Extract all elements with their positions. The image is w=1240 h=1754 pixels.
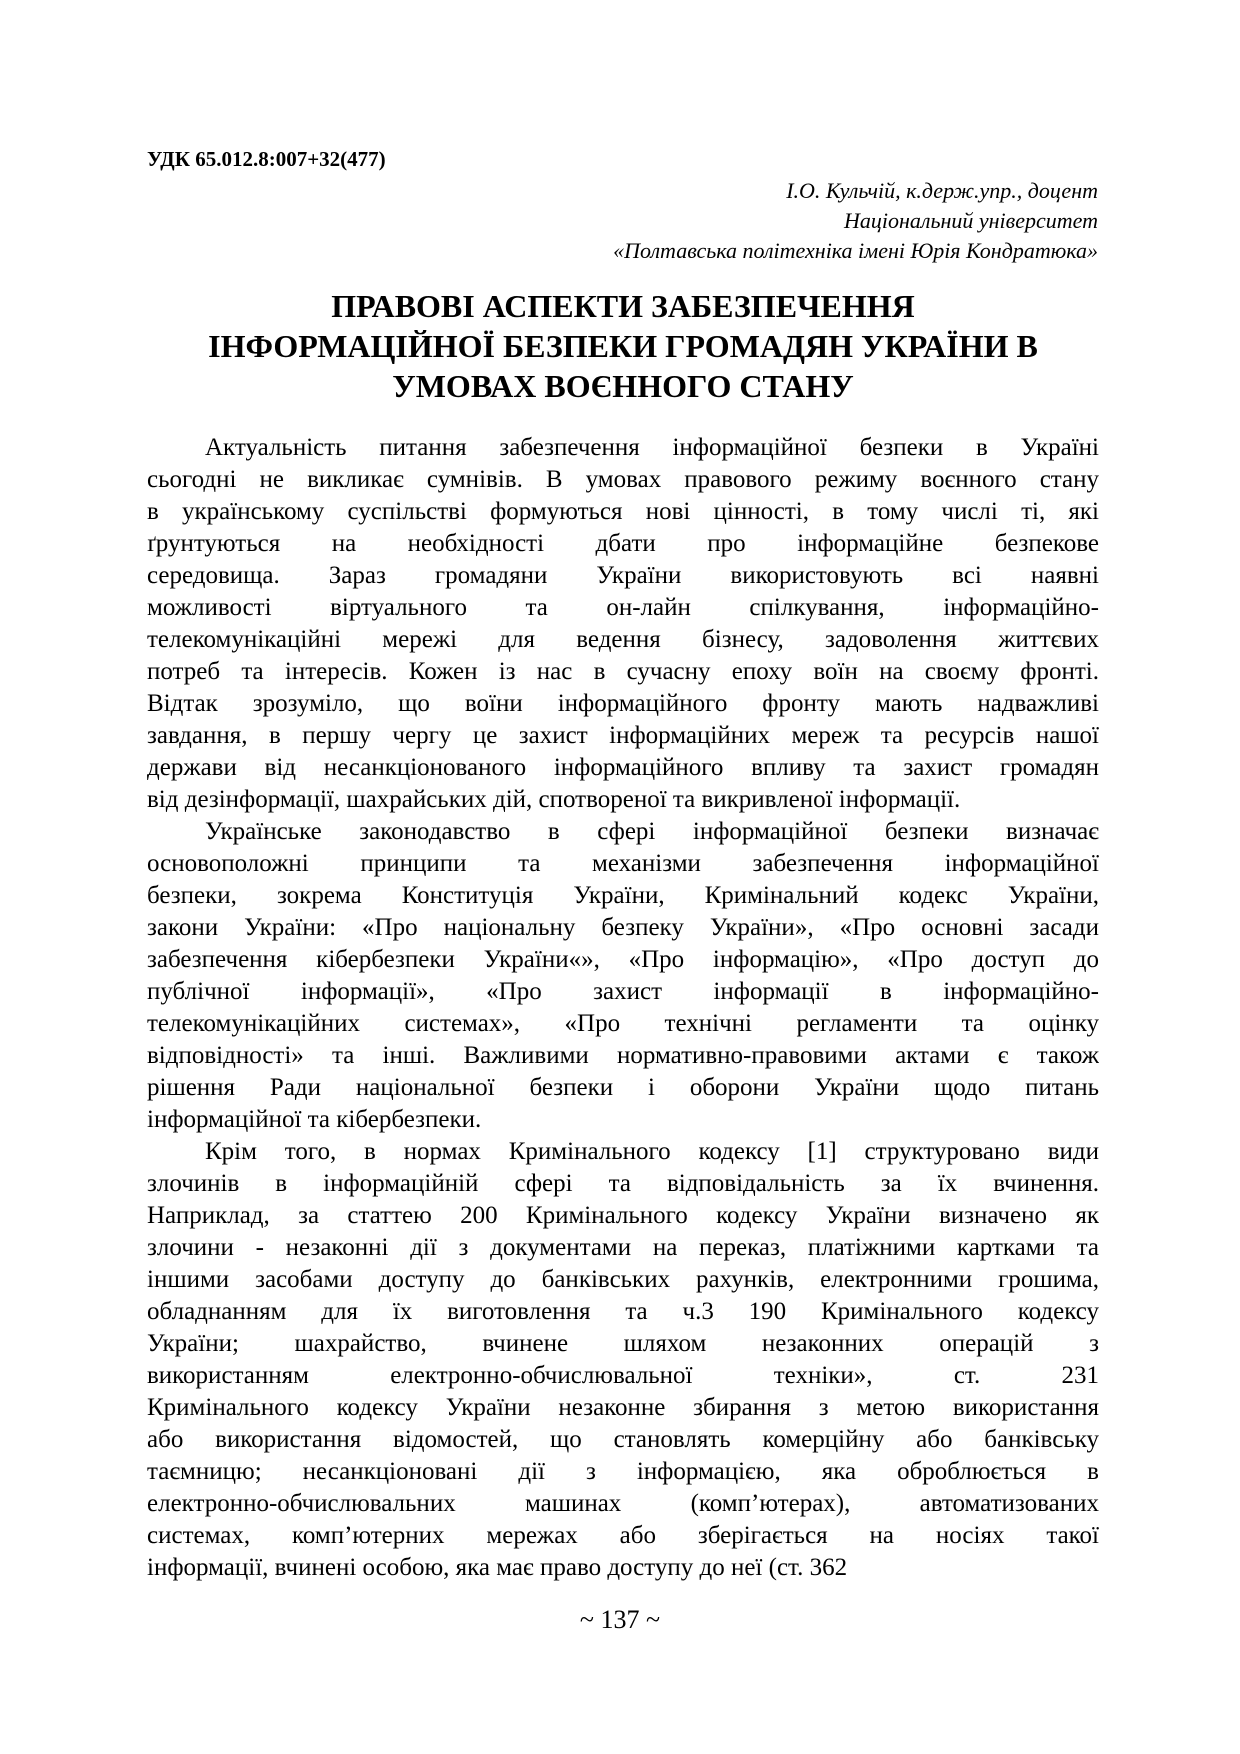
text-line: Українське законодавство в сфері інформаційної безпеки визначає xyxy=(205,818,1099,845)
text-line: закони України: «Про національну безпеку України», «Про основні засади xyxy=(147,914,1099,941)
text-line: ґрунтуються на необхідності дбати про інформаційне безпекове xyxy=(147,530,1099,557)
text-line: держави від несанкціонованого інформаційного впливу та захист громадян xyxy=(147,754,1099,781)
paragraph xyxy=(147,816,1099,1136)
text-line: України; шахрайство, вчинене шляхом незаконних операцій з xyxy=(147,1330,1099,1357)
text-line: безпеки, зокрема Конституція України, Кримінальний кодекс України, xyxy=(147,882,1099,909)
text-line: середовища. Зараз громадяни України використовують всі наявні xyxy=(147,562,1099,589)
text-line: таємницю; несанкціоновані дії з інформацією, яка оброблюється в xyxy=(147,1458,1099,1485)
text-line: рішення Ради національної безпеки і оборони України щодо питань xyxy=(147,1074,1099,1101)
text-line: злочини - незаконні дії з документами на переказ, платіжними картками та xyxy=(147,1234,1099,1261)
text-line: Наприклад, за статтею 200 Кримінального кодексу України визначено як xyxy=(147,1202,1099,1229)
text-line: або використання відомостей, що становлять комерційну або банківську xyxy=(147,1426,1099,1453)
text-line: основоположні принципи та механізми забезпечення інформаційної xyxy=(147,850,1099,877)
author-name: І.О. Кульчій, к.держ.упр., доцент xyxy=(786,178,1098,203)
text-line: потреб та інтересів. Кожен із нас в сучасну епоху воїн на своєму фронті. xyxy=(147,658,1099,685)
text-line: публічної інформації», «Про захист інформації в інформаційно- xyxy=(147,978,1099,1005)
text-line: злочинів в інформаційній сфері та відповідальність за їх вчинення. xyxy=(147,1170,1099,1197)
text-line: в українському суспільстві формуються нові цінності, в тому числі ті, які xyxy=(147,498,1099,525)
text-line: телекомунікаційні мережі для ведення бізнесу, задоволення життєвих xyxy=(147,626,1099,653)
text-line: обладнанням для їх виготовлення та ч.3 190 Кримінального кодексу xyxy=(147,1298,1099,1325)
text-line: забезпечення кібербезпеки України«», «Про інформацію», «Про доступ до xyxy=(147,946,1099,973)
article-body xyxy=(147,432,1099,1584)
article-title xyxy=(147,286,1099,406)
text-line: завдання, в першу чергу це захист інформаційних мереж та ресурсів нашої xyxy=(147,722,1099,749)
text-line: електронно-обчислювальних машинах (комп’ютерах), автоматизованих xyxy=(147,1490,1099,1517)
text-line: Крім того, в нормах Кримінального кодексу [1] структуровано види xyxy=(205,1138,1099,1165)
author-block xyxy=(378,176,1098,266)
paragraph xyxy=(147,432,1099,816)
title-line: ІНФОРМАЦІЙНОЇ БЕЗПЕКИ ГРОМАДЯН УКРАЇНИ В xyxy=(208,328,1038,364)
page-number: ~ 137 ~ xyxy=(579,1605,661,1634)
text-line: системах, комп’ютерних мережах або зберігається на носіях такої xyxy=(147,1522,1099,1549)
text-line: використанням електронно-обчислювальної техніки», ст. 231 xyxy=(147,1362,1099,1389)
text-line: Кримінального кодексу України незаконне збирання з метою використання xyxy=(147,1394,1099,1421)
text-line: можливості віртуального та он-лайн спілкування, інформаційно- xyxy=(147,594,1099,621)
text-line: Відтак зрозуміло, що воїни інформаційного фронту мають надважливі xyxy=(147,690,1099,717)
title-line: ПРАВОВІ АСПЕКТИ ЗАБЕЗПЕЧЕННЯ xyxy=(331,288,915,324)
title-line: УМОВАХ ВОЄННОГО СТАНУ xyxy=(392,368,854,404)
text-line: Актуальність питання забезпечення інформаційної безпеки в Україні xyxy=(205,434,1099,461)
text-line: телекомунікаційних системах», «Про технічні регламенти та оцінку xyxy=(147,1010,1099,1037)
text-line: сьогодні не викликає сумнівів. В умовах правового режиму воєнного стану xyxy=(147,466,1099,493)
text-line: інформаційної та кібербезпеки. xyxy=(147,1106,482,1133)
text-line: відповідності» та інші. Важливими нормативно-правовими актами є також xyxy=(147,1042,1099,1069)
paragraph xyxy=(147,1136,1099,1584)
text-line: інформації, вчинені особою, яка має право доступу до неї (ст. 362 xyxy=(147,1554,848,1581)
text-line: іншими засобами доступу до банківських рахунків, електронними грошима, xyxy=(147,1266,1099,1293)
author-affiliation: Національний університет xyxy=(843,208,1098,233)
author-institution: «Полтавська політехніка імені Юрія Кондратюка» xyxy=(613,238,1098,263)
udc-code: УДК 65.012.8:007+32(477) xyxy=(147,147,386,171)
text-line: від дезінформації, шахрайських дій, спотвореної та викривленої інформації. xyxy=(147,786,961,813)
